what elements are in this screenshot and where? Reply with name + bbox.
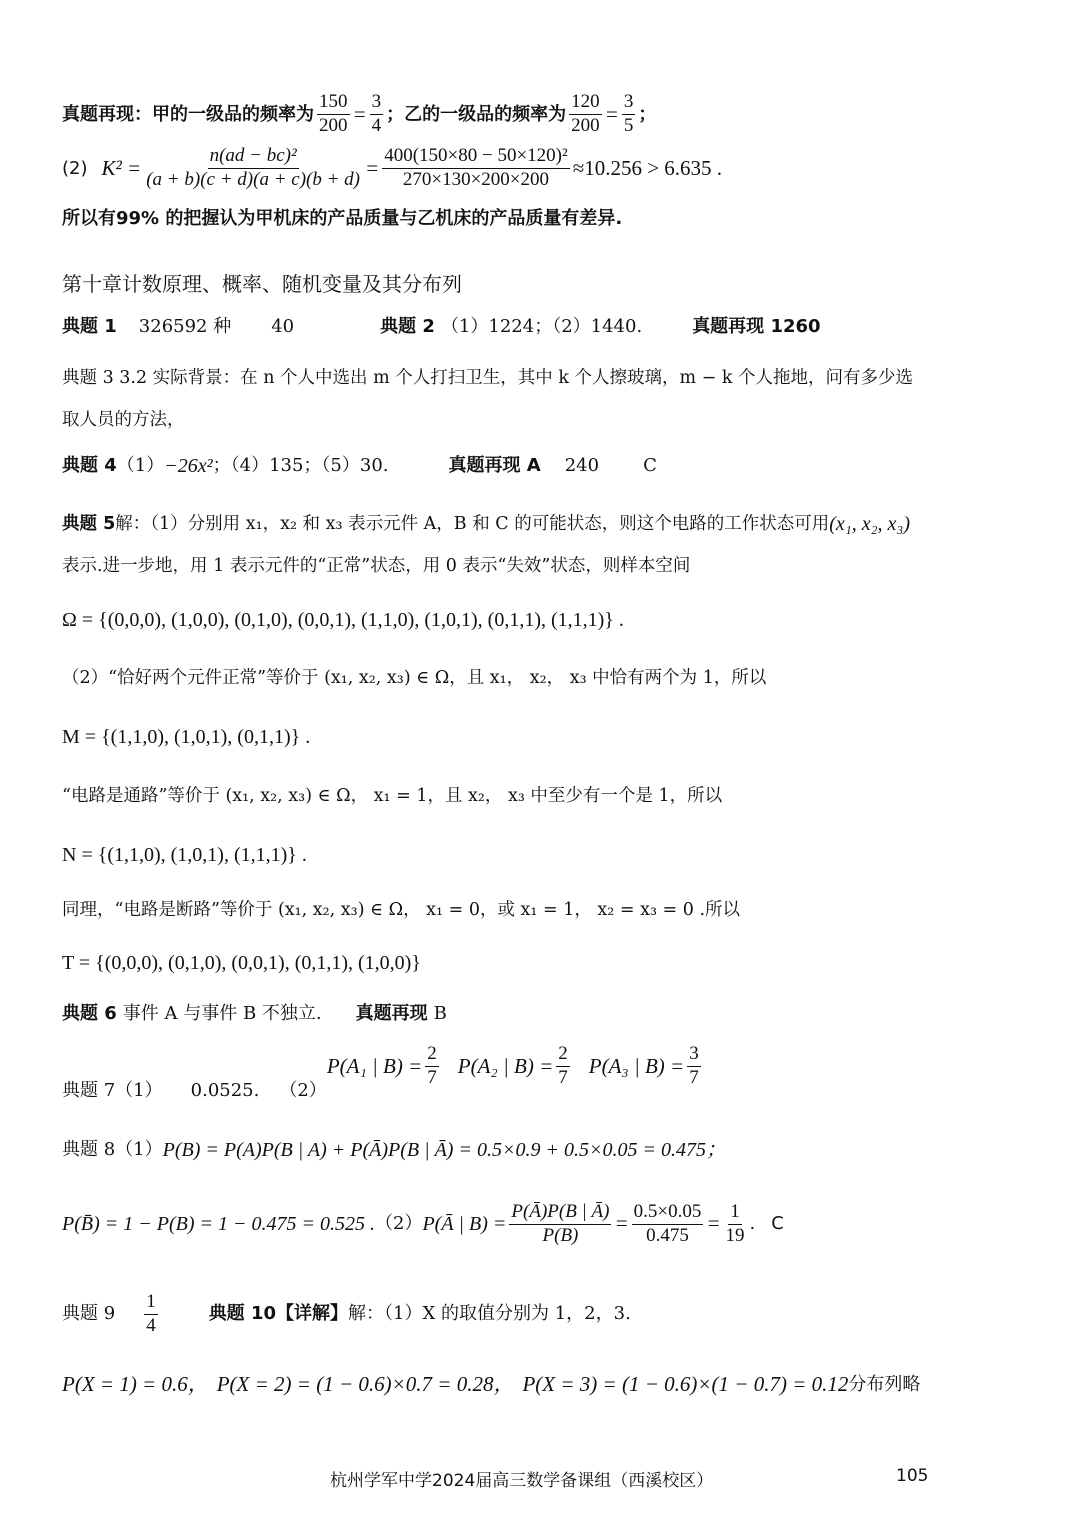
label-dianti-4: 典题 4	[62, 455, 117, 477]
p-x-2: P(X = 2) = (1 − 0.6)×0.7 = 0.28，	[216, 1372, 515, 1396]
answer-6-text: 事件 A 与事件 B 不独立.	[122, 1003, 322, 1024]
fraction-1-19: $\frac{1}{19}$	[725, 1200, 745, 1246]
answer-10-text: 解：（1）X 的取值分别为 1，2，3.	[348, 1303, 631, 1325]
k-squared: K² =	[101, 155, 142, 180]
label-zhenti: 真题再现：	[62, 103, 152, 125]
label-dianti-10: 典题 10【详解】	[208, 1303, 349, 1325]
fraction-3-4: $\frac{3}{4}$	[371, 91, 382, 136]
item-number: (2)	[62, 157, 88, 179]
sample-space-intro: 表示.进一步地，用 1 表示元件的“正常”状态，用 0 表示“失效”状态，则样本空间	[62, 556, 691, 576]
set-m: M = {(1,1,0), (1,0,1), (0,1,1)} .	[62, 726, 311, 748]
answer-3-line: 典题 3 3.2 实际背景：在 n 个人中选出 m 个人打扫卫生，其中 k 个人擦玻璃，m − k 个人拖地，问有多少选	[62, 368, 914, 388]
distribution-line	[62, 1372, 1040, 1397]
bayes-lhs: P(Ā | B) =	[422, 1213, 507, 1235]
bayes-line	[62, 1196, 1040, 1252]
label-dianti-7: 典题 7（1）	[62, 1080, 163, 1102]
answer-6-line	[62, 1003, 1040, 1025]
conclusion-line: 所以有99% 的把握认为甲机床的产品质量与乙机床的产品质量有差异.	[62, 208, 623, 229]
page-number: 105	[896, 1466, 929, 1486]
answer-5-text: 解：（1）分别用 x₁，x₂ 和 x₃ 表示元件 A，B 和 C 的可能状态，则这个电路的工作状态可用	[115, 513, 830, 534]
text-jia-frequency: 甲的一级品的频率为	[152, 103, 314, 125]
two-normal-line: （2）“恰好两个元件正常”等价于 (x₁, x₂, x₃) ∈ Ω，且 x₁， x₂， x₃ 中恰有两个为 1，所以	[62, 668, 767, 688]
answer-4-rest: ；（4）135；（5）30.	[212, 455, 389, 477]
posterior-probabilities	[327, 1044, 704, 1089]
p-x-1: P(X = 1) = 0.6，	[62, 1372, 209, 1396]
fraction-2-7: $\frac{2}{7}$	[558, 1043, 568, 1088]
answer-b: B	[433, 1003, 447, 1024]
equals-sign: =	[604, 101, 619, 126]
set-n: N = {(1,1,0), (1,0,1), (1,1,1)} .	[62, 844, 307, 866]
omega-set: Ω = {(0,0,0), (1,0,0), (0,1,0), (0,0,1), (1,1,0), (1,0,1), (0,1,1), (1,1,1)} .	[62, 609, 624, 631]
fraction-3-5: $\frac{3}{5}$	[623, 91, 634, 136]
label-dianti-8: 典题 8（1）	[62, 1139, 163, 1161]
answer-1a: 326592 种	[138, 316, 232, 337]
complement-probability: P(B̄) = 1 − P(B) = 1 − 0.475 = 0.525 .	[62, 1213, 375, 1235]
fraction-chi-values: $\frac{\text{400(150×80 − 50×120)²}}{270\times 130\times 200\times 200}$	[384, 145, 568, 190]
answers-1-2-line	[62, 316, 1040, 338]
answer-7-value: 0.0525.	[190, 1080, 260, 1102]
chapter-heading: 第十章计数原理、概率、随机变量及其分布列	[62, 272, 462, 296]
answer-3-continued: 取人员的方法，	[62, 410, 185, 430]
label-dianti-2: 典题 2	[380, 316, 435, 337]
fraction-3-7: $\frac{3}{7}$	[689, 1043, 699, 1088]
distribution-omitted: 分布列略	[848, 1373, 921, 1395]
answer-c: C	[771, 1213, 784, 1235]
p-x-3: P(X = 3) = (1 − 0.6)×(1 − 0.7) = 0.12	[522, 1372, 849, 1396]
p-a2: P(A₂ | B) =	[457, 1053, 554, 1078]
label-dianti-5: 典题 5	[62, 513, 116, 534]
answer-7-line	[62, 1043, 1040, 1104]
label-zhenti-6: 真题再现	[355, 1003, 428, 1024]
answer-frequency-line	[62, 92, 1040, 137]
chi-result: ≈10.256 > 6.635 .	[572, 155, 723, 180]
fraction-2-7: $\frac{2}{7}$	[427, 1043, 437, 1088]
label-dianti-6: 典题 6	[62, 1003, 117, 1024]
item-2: （2）	[375, 1213, 423, 1235]
label-dianti-1: 典题 1	[62, 316, 117, 337]
fraction-chi-formula: $\frac{\text{n(ad − bc)²}}{(a + b)(c + d)(a + c)(b + d)}$	[146, 145, 361, 190]
equals-sign: =	[706, 1211, 721, 1236]
answer-5-line	[62, 512, 1040, 536]
fraction-bayes-values: $\frac{0.5\times 0.05}{0.475}$	[633, 1200, 702, 1246]
set-t: T = {(0,0,0), (0,1,0), (0,0,1), (0,1,1), (1,0,0)}	[62, 952, 421, 974]
equals-sign: =	[365, 155, 380, 180]
total-probability: P(B) = P(A)P(B | A) + P(Ā)P(B | Ā) = 0.5×0.9 + 0.5×0.05 = 0.475；	[162, 1139, 726, 1161]
item-2: （2）	[279, 1080, 327, 1102]
equals-sign: =	[614, 1211, 629, 1236]
period: .	[749, 1213, 756, 1235]
fraction-150-200: $\frac{150}{200}$	[319, 91, 348, 136]
answer-9-10-line	[62, 1288, 1040, 1340]
p-a1: P(A₁ | B) =	[326, 1053, 423, 1078]
answer-4-line	[62, 454, 1040, 478]
footer-school: 杭州学军中学2024届高三数学备课组（西溪校区）	[330, 1471, 714, 1491]
fraction-120-200: $\frac{120}{200}$	[571, 91, 600, 136]
p-a3: P(A₃ | B) =	[588, 1053, 685, 1078]
answer-1b: 40	[271, 316, 295, 337]
circuit-open-line: “电路是通路”等价于 (x₁, x₂, x₃) ∈ Ω， x₁ = 1，且 x₂， x₃ 中至少有一个是 1，所以	[62, 786, 723, 806]
answer-4-expression: −26x²	[164, 455, 213, 477]
semicolon: ；	[638, 103, 657, 125]
fraction-bayes: $\frac{P(Ā)P(B | Ā)}{P(B)}$	[511, 1200, 610, 1246]
text-yi-frequency: ；乙的一级品的频率为	[386, 103, 567, 125]
circuit-broken-line: 同理，“电路是断路”等价于 (x₁, x₂, x₃) ∈ Ω， x₁ = 0，或 x₁ = 1， x₂ = x₃ = 0 .所以	[62, 900, 741, 920]
equals-sign: =	[352, 101, 367, 126]
answer-2: （1）1224；（2）1440.	[440, 316, 643, 337]
answer-4-item1: （1）	[116, 455, 165, 477]
answer-zhenti-1260: 真题再现 1260	[692, 316, 821, 337]
answer-zhenti-a: 真题再现 A	[448, 455, 541, 477]
answer-240: 240	[564, 455, 600, 477]
state-tuple: (x₁, x₂, x₃)	[829, 513, 911, 535]
answer-8-line	[62, 1138, 1040, 1162]
fraction-1-4: $\frac{1}{4}$	[146, 1290, 156, 1336]
answer-c: C	[643, 455, 657, 477]
chi-square-line	[62, 146, 1040, 191]
label-dianti-9: 典题 9	[62, 1303, 116, 1325]
